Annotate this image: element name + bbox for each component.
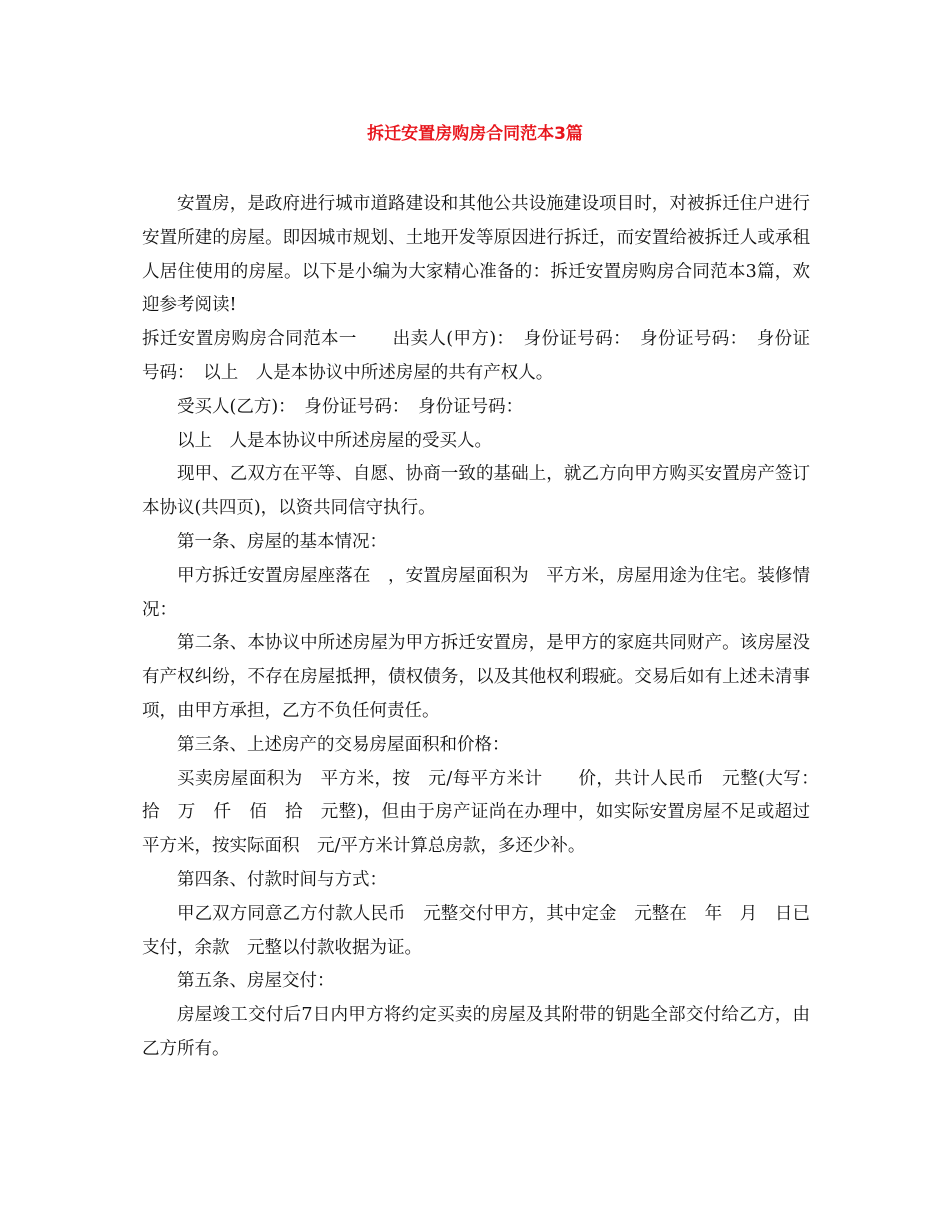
- contract-one-header-paragraph: 拆迁安置房购房合同范本一 出卖人(甲方)： 身份证号码： 身份证号码： 身份证号码： 以上 人是本协议中所述房屋的共有产权人。: [142, 329, 810, 383]
- article-five-paragraph: 房屋竣工交付后7日内甲方将约定买卖的房屋及其附带的钥匙全部交付给乙方，由乙方所有。: [142, 1005, 810, 1059]
- intro-paragraph: 安置房，是政府进行城市道路建设和其他公共设施建设项目时，对被拆迁住户进行安置所建的房屋。即因城市规划、土地开发等原因进行拆迁，而安置给被拆迁人或承租人居住使用的房屋。以下是小编为大家精心准备的：拆迁安置房购房合同范本3篇，欢迎参考阅读!: [142, 194, 810, 316]
- article-three-paragraph: 买卖房屋面积为 平方米，按 元/每平方米计 价，共计人民币 元整(大写： 拾 万 仟 佰 拾 元整)，但由于房产证尚在办理中，如实际安置房屋不足或超过 平方米，按实际面积 元/平方米计算总房款，多还少补。: [142, 768, 828, 857]
- document-title: 拆迁安置房购房合同范本3篇: [367, 124, 583, 144]
- article-four-paragraph: 甲乙双方同意乙方付款人民币 元整交付甲方，其中定金 元整在 年 月 日已支付，余款 元整以付款收据为证。: [142, 903, 810, 958]
- article-three-heading: 第三条、上述房产的交易房屋面积和价格：: [177, 734, 510, 755]
- article-four-heading: 第四条、付款时间与方式：: [177, 869, 387, 890]
- document-body: [142, 188, 828, 1067]
- article-five-heading: 第五条、房屋交付：: [177, 971, 335, 992]
- article-one-heading: 第一条、房屋的基本情况：: [177, 531, 387, 552]
- article-two-paragraph: 第二条、本协议中所述房屋为甲方拆迁安置房，是甲方的家庭共同财产。该房屋没有产权纠纷，不存在房屋抵押，债权债务，以及其他权利瑕疵。交易后如有上述未清事项，由甲方承担，乙方不负任何责任。: [142, 633, 810, 721]
- buyer-paragraph: 受买人(乙方)： 身份证号码： 身份证号码：: [177, 396, 524, 417]
- buyer-note-paragraph: 以上 人是本协议中所述房屋的受买人。: [177, 430, 492, 451]
- article-one-paragraph: 甲方拆迁安置房屋座落在 ，安置房屋面积为 平方米，房屋用途为住宅。装修情况：: [142, 565, 810, 620]
- agreement-paragraph: 现甲、乙双方在平等、自愿、协商一致的基础上，就乙方向甲方购买安置房产签订本协议(共四页)，以资共同信守执行。: [142, 464, 810, 519]
